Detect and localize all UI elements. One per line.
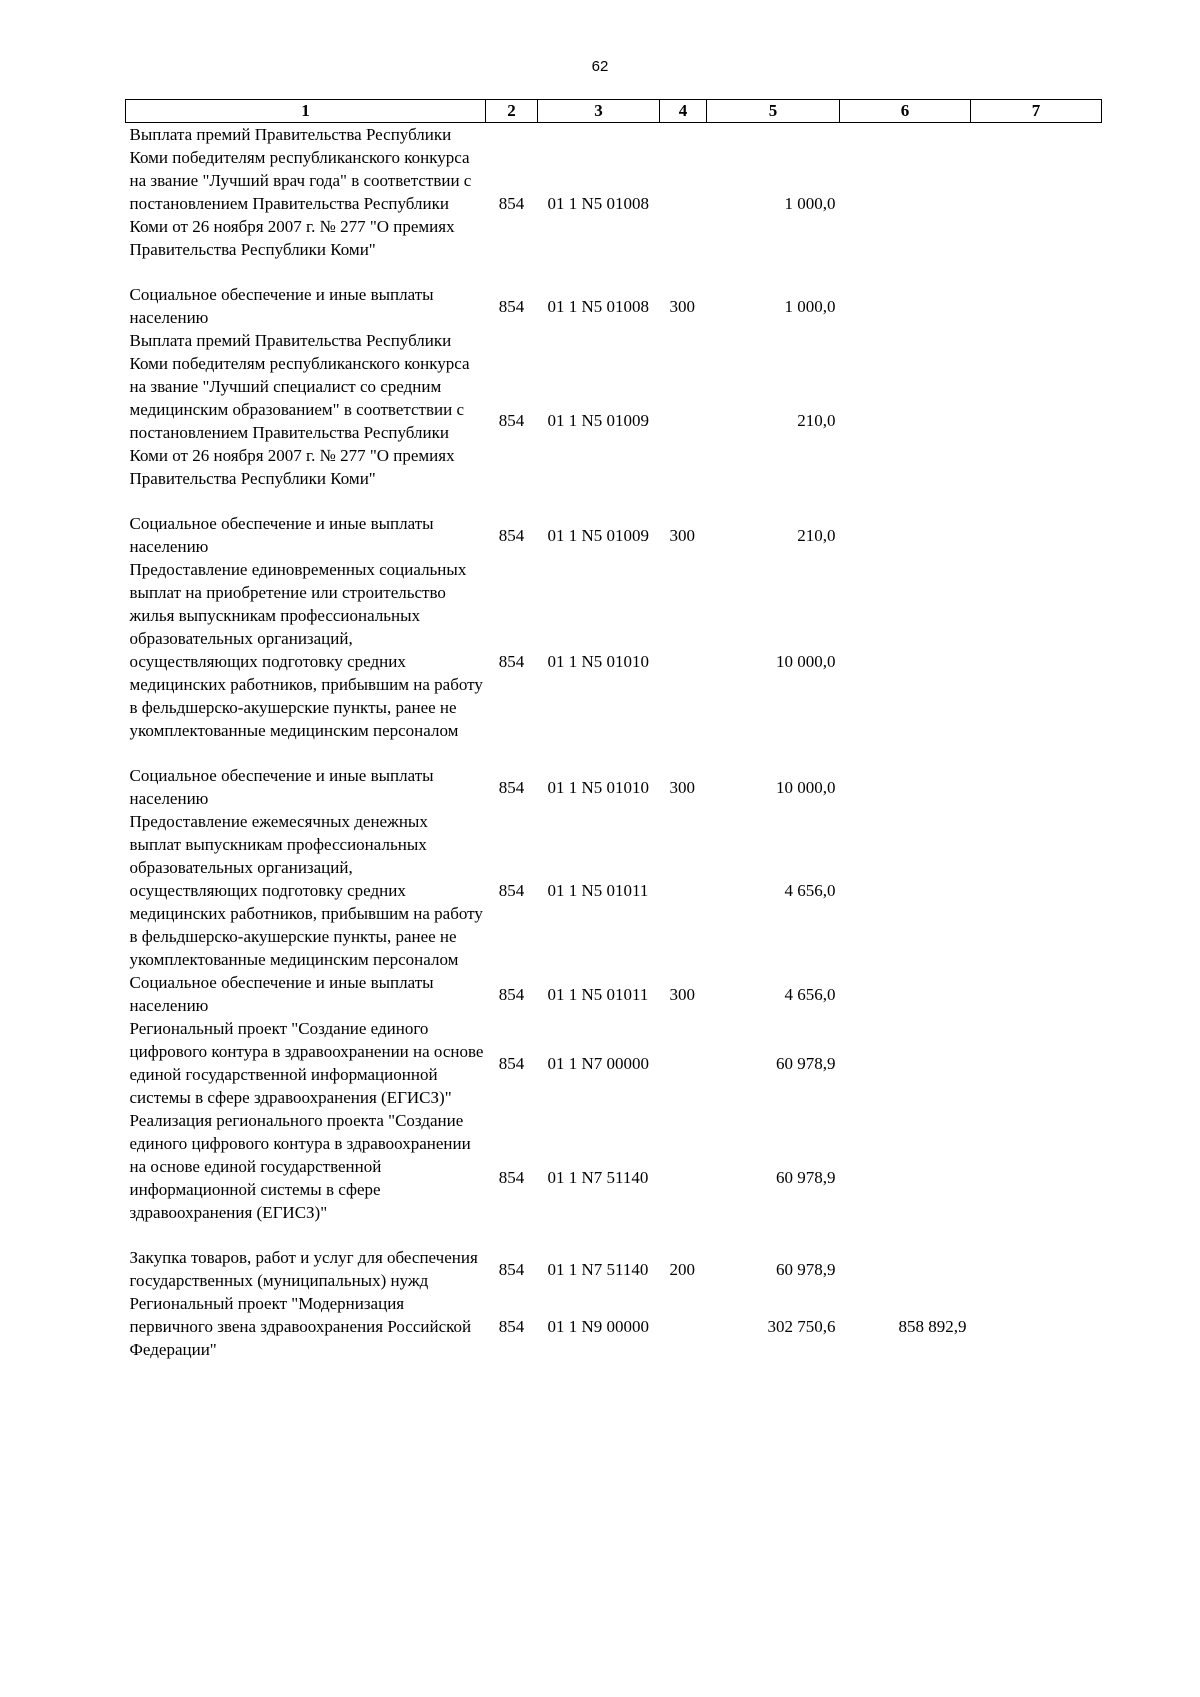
- row-amount-col5: 60 978,9: [776, 1168, 836, 1187]
- row-amount-col7: [971, 1109, 1102, 1246]
- row-amount-col5: 210,0: [797, 525, 836, 545]
- row-name: Предоставление ежемесячных денежных выплат выпускникам профессиональных образовательных организаций, осуществляющих подготовку средних медицинских работников, прибывшим на работу в фельдшерско-акушерские пункты, ранее не укомплектованные медицинским персоналом: [129, 812, 483, 969]
- row-amount-col7: [971, 123, 1102, 284]
- row-amount-col6: [840, 810, 971, 971]
- row-expense-type: 300: [669, 296, 695, 316]
- page-number: 62: [591, 58, 609, 75]
- row-admin-code: 854: [498, 881, 525, 900]
- row-amount-col5: 302 750,6: [767, 1317, 836, 1336]
- column-header-1: 1: [126, 100, 486, 123]
- table-row: [126, 810, 1102, 971]
- row-amount-col6: [840, 764, 971, 810]
- column-header-3: 3: [538, 100, 660, 123]
- row-target-article: 01 1 N5 01008: [547, 296, 650, 316]
- row-target-article: 01 1 N7 51140: [547, 1259, 649, 1279]
- row-target-article: 01 1 N7 00000: [547, 1053, 650, 1073]
- row-target-article: 01 1 N5 01011: [547, 984, 649, 1004]
- row-amount-col7: [971, 810, 1102, 971]
- row-amount-col5: 4 656,0: [784, 881, 836, 900]
- row-amount-col7: [971, 512, 1102, 558]
- row-amount-col5: 4 656,0: [784, 984, 836, 1004]
- row-amount-col5: 60 978,9: [776, 1259, 836, 1279]
- row-expense-type: [660, 329, 707, 512]
- row-admin-code: 854: [498, 777, 525, 797]
- row-name: Предоставление единовременных социальных выплат на приобретение или строительство жилья выпускникам профессиональных образовательных организаций, осуществляющих подготовку средних медицинских работников, прибывшим на работу в фельдшерско-акушерские пункты, ранее не укомплектованные медицинским персоналом: [129, 560, 483, 740]
- row-amount-col5: 1 000,0: [784, 296, 836, 316]
- row-amount-col6: [840, 329, 971, 512]
- row-name: Социальное обеспечение и иные выплаты населению: [129, 514, 434, 556]
- row-name: Реализация регионального проекта "Создание единого цифрового контура в здравоохранении на основе единой государственной информационной системы в сфере здравоохранения (ЕГИСЗ)": [129, 1111, 471, 1222]
- row-amount-col6: [840, 1246, 971, 1292]
- row-amount-col5: 10 000,0: [776, 777, 836, 797]
- row-expense-type: [660, 123, 707, 284]
- table-row: [126, 1246, 1102, 1292]
- row-name: Выплата премий Правительства Республики Коми победителям республиканского конкурса на звание "Лучший врач года" в соответствии с постановлением Правительства Республики Коми от 26 ноября 2007 г. № 277 "О премиях Правительства Республики Коми": [129, 125, 472, 259]
- row-amount-col6: [840, 1109, 971, 1246]
- row-expense-type: 200: [669, 1259, 695, 1279]
- row-admin-code: 854: [498, 1317, 525, 1336]
- row-admin-code: 854: [498, 1168, 525, 1187]
- row-amount-col6: [840, 512, 971, 558]
- row-name: Социальное обеспечение и иные выплаты населению: [129, 766, 434, 808]
- table-row: [126, 1109, 1102, 1246]
- row-expense-type: [660, 1292, 707, 1361]
- row-admin-code: 854: [498, 1053, 525, 1073]
- row-expense-type: [660, 810, 707, 971]
- table-header: [126, 100, 1102, 123]
- row-amount-col7: [971, 1017, 1102, 1109]
- row-amount-col5: 60 978,9: [776, 1053, 836, 1073]
- row-amount-col5: 1 000,0: [784, 193, 836, 213]
- row-name: Региональный проект "Создание единого цифрового контура в здравоохранении на основе единой государственной информационной системы в сфере здравоохранения (ЕГИСЗ)": [129, 1019, 484, 1107]
- row-name: Выплата премий Правительства Республики Коми победителям республиканского конкурса на звание "Лучший специалист со средним медицинским образованием" в соответствии с постановлением Правительства Республики Коми от 26 ноября 2007 г. № 277 "О премиях Правительства Республики Коми": [129, 331, 470, 488]
- row-amount-col6: [840, 1017, 971, 1109]
- row-amount-col6: 858 892,9: [898, 1317, 967, 1336]
- row-expense-type: [660, 558, 707, 764]
- table-row: [126, 512, 1102, 558]
- column-header-5: 5: [707, 100, 840, 123]
- row-amount-col6: [840, 971, 971, 1017]
- row-name: Региональный проект "Модернизация первичного звена здравоохранения Российской Федерации": [129, 1294, 472, 1359]
- table-row: [126, 971, 1102, 1017]
- row-target-article: 01 1 N5 01009: [547, 525, 650, 545]
- row-name: Социальное обеспечение и иные выплаты населению: [129, 285, 434, 327]
- row-admin-code: 854: [498, 296, 525, 316]
- row-amount-col6: [840, 123, 971, 284]
- column-header-6: 6: [840, 100, 971, 123]
- row-target-article: 01 1 N5 01010: [547, 651, 650, 671]
- row-amount-col7: [971, 764, 1102, 810]
- row-name: Социальное обеспечение и иные выплаты населению: [129, 973, 434, 1015]
- row-target-article: 01 1 N5 01009: [547, 411, 650, 430]
- table-row: [126, 764, 1102, 810]
- budget-table: [125, 99, 1102, 1361]
- row-expense-type: [660, 1017, 707, 1109]
- row-amount-col7: [971, 1292, 1102, 1361]
- row-admin-code: 854: [498, 411, 525, 430]
- row-amount-col7: [971, 1246, 1102, 1292]
- header-row: [126, 100, 1102, 123]
- row-target-article: 01 1 N5 01008: [547, 193, 650, 213]
- row-expense-type: 300: [669, 777, 695, 797]
- row-amount-col7: [971, 558, 1102, 764]
- row-admin-code: 854: [498, 193, 525, 213]
- row-target-article: 01 1 N7 51140: [547, 1168, 649, 1187]
- column-header-2: 2: [486, 100, 538, 123]
- row-admin-code: 854: [498, 984, 525, 1004]
- table-row: [126, 329, 1102, 512]
- row-target-article: 01 1 N5 01011: [547, 881, 649, 900]
- table-row: [126, 283, 1102, 329]
- table-row: [126, 1292, 1102, 1361]
- row-admin-code: 854: [498, 651, 525, 671]
- row-amount-col7: [971, 971, 1102, 1017]
- row-amount-col7: [971, 283, 1102, 329]
- row-expense-type: 300: [669, 984, 695, 1004]
- table-row: [126, 1017, 1102, 1109]
- row-amount-col6: [840, 283, 971, 329]
- row-name: Закупка товаров, работ и услуг для обеспечения государственных (муниципальных) нужд: [129, 1248, 478, 1290]
- column-header-4: 4: [660, 100, 707, 123]
- table-row: [126, 123, 1102, 284]
- row-amount-col5: 10 000,0: [776, 651, 836, 671]
- row-expense-type: 300: [669, 525, 695, 545]
- row-admin-code: 854: [498, 1259, 525, 1279]
- row-amount-col5: 210,0: [797, 411, 836, 430]
- row-expense-type: [660, 1109, 707, 1246]
- row-amount-col6: [840, 558, 971, 764]
- row-amount-col7: [971, 329, 1102, 512]
- column-header-7: 7: [971, 100, 1102, 123]
- row-target-article: 01 1 N5 01010: [547, 777, 650, 797]
- row-target-article: 01 1 N9 00000: [547, 1317, 650, 1336]
- table-row: [126, 558, 1102, 764]
- row-admin-code: 854: [498, 525, 525, 545]
